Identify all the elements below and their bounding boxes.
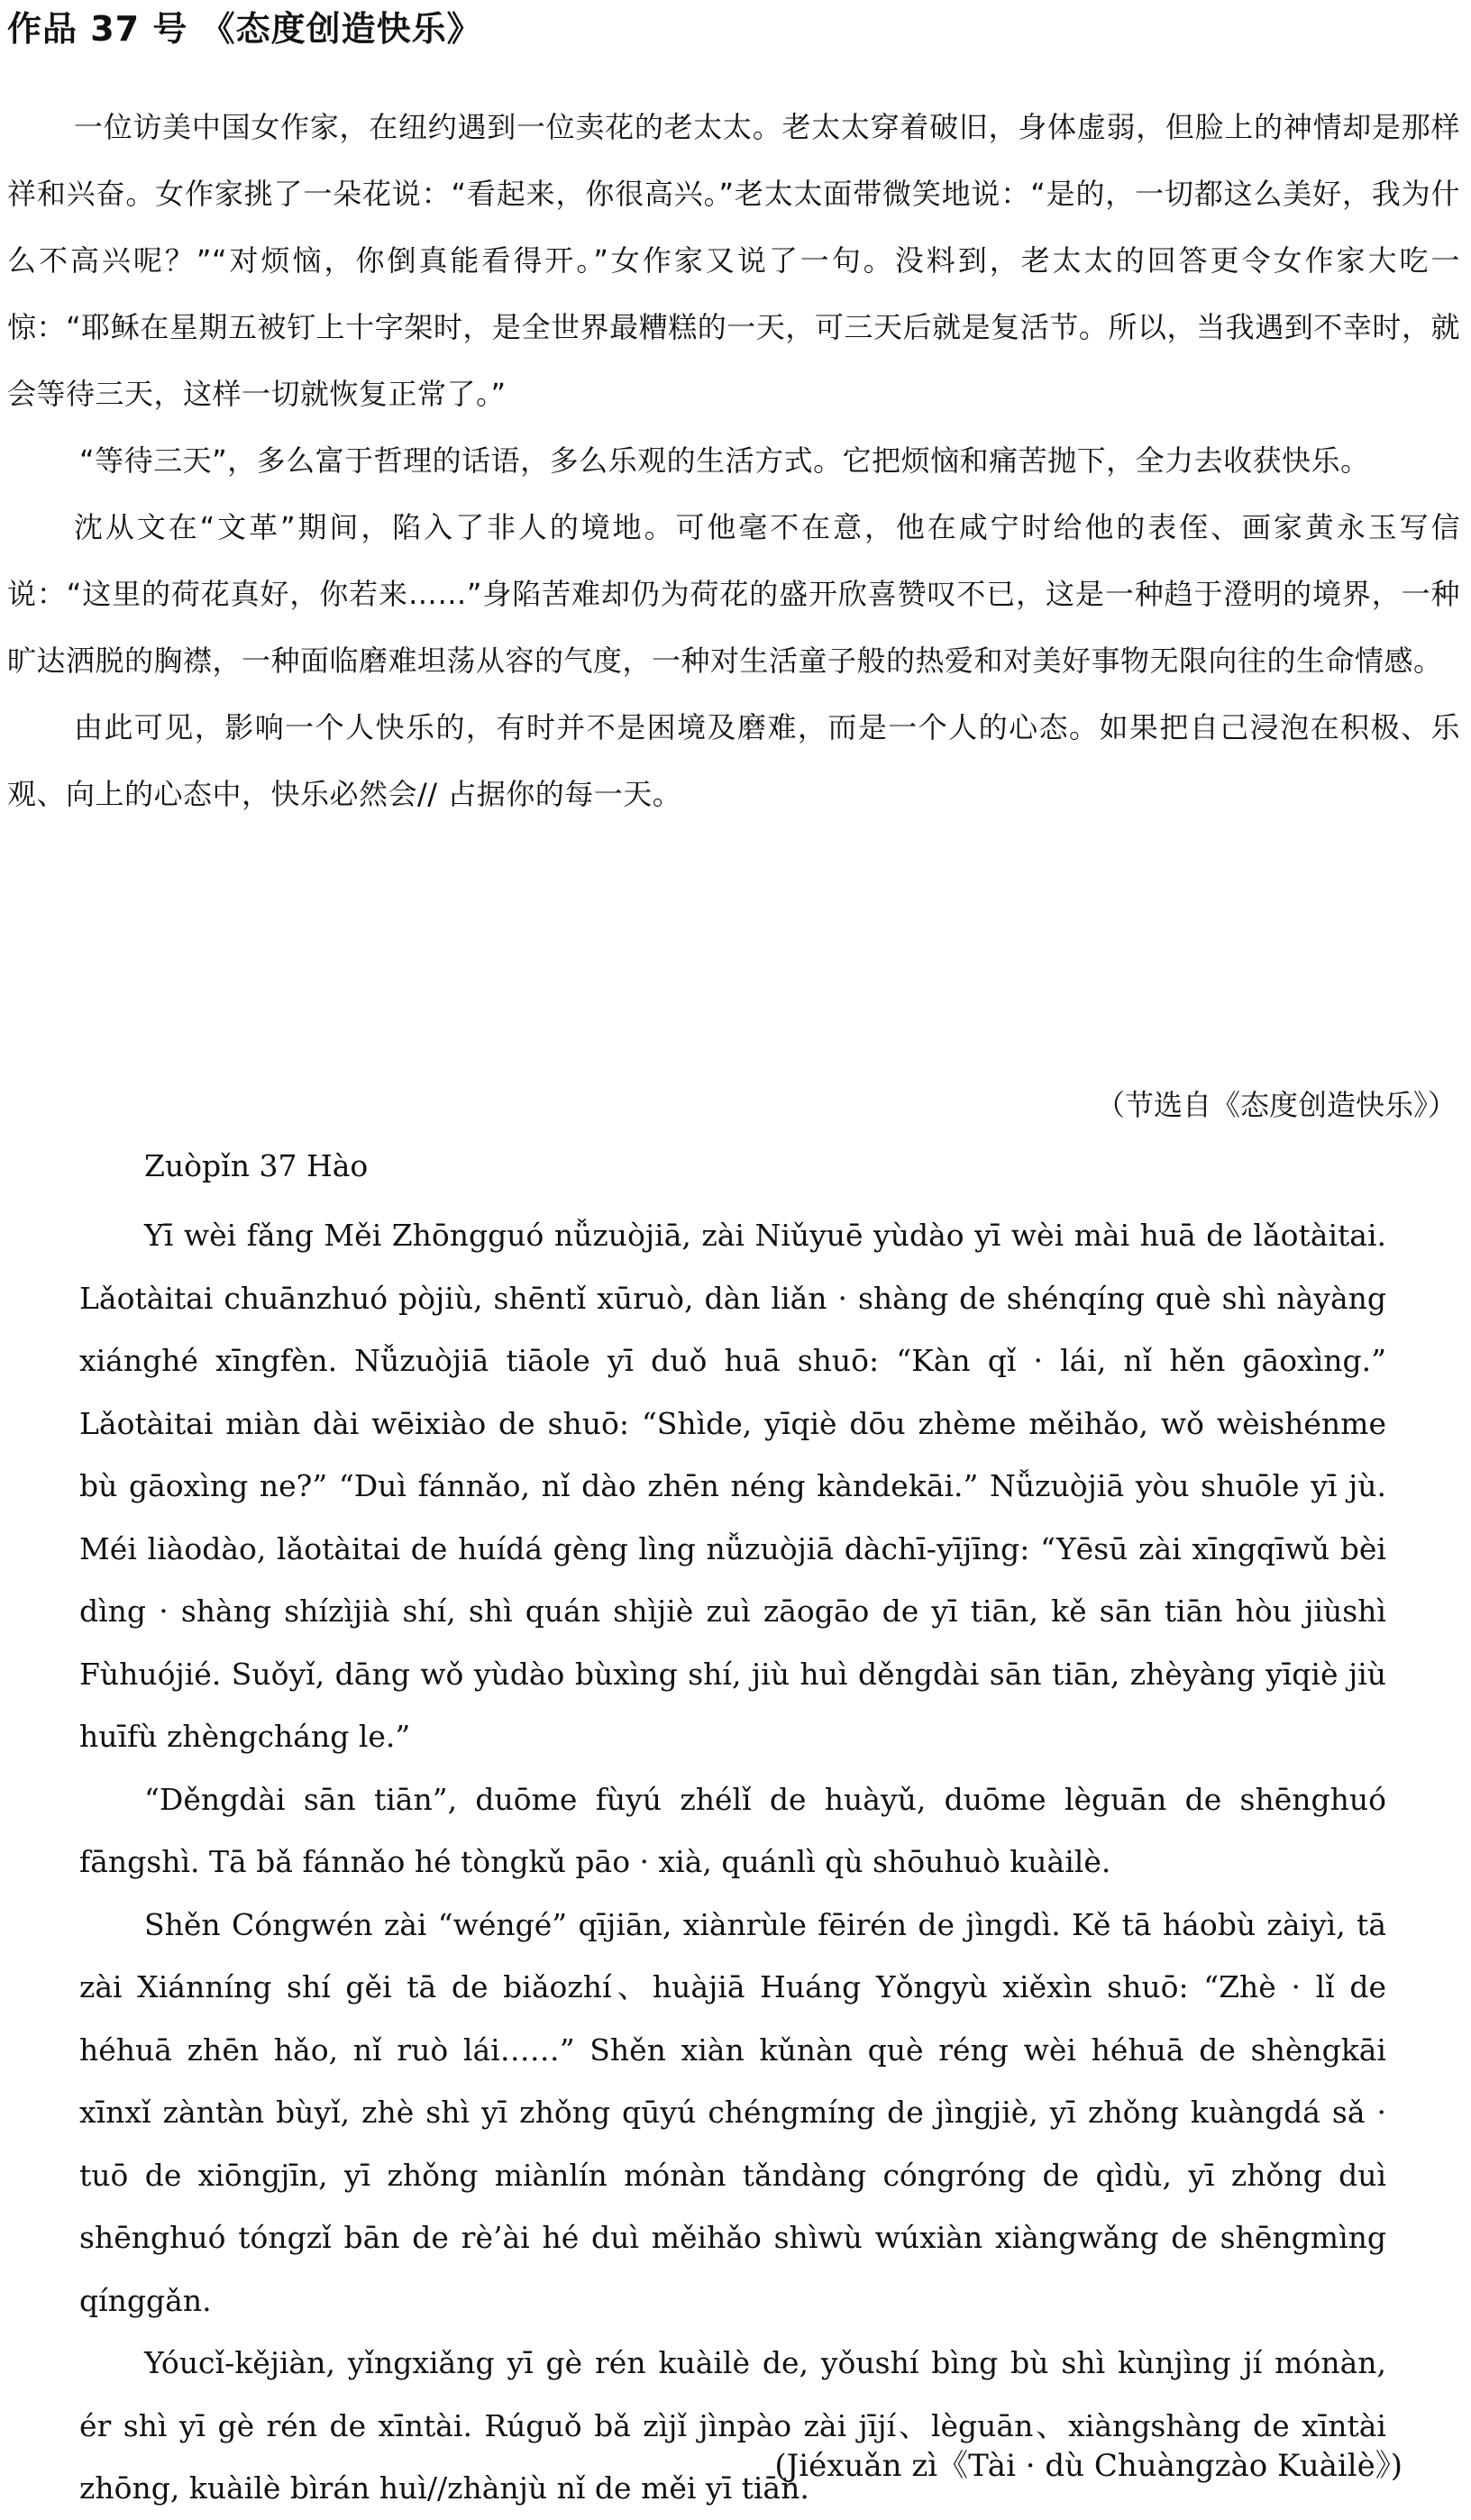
chinese-text-block: [7, 94, 1460, 827]
pinyin-paragraph-1: Yī wèi fǎng Měi Zhōngguó nǚzuòjiā, zài Niǔyuē yùdào yī wèi mài huā de lǎotàitai. Lǎotàitai chuānzhuó pòjiù, shēntǐ xūruò, dàn liǎn · shàng de shénqíng què shì nàyàng xiánghé xīngfèn. Nǚzuòjiā tiāole yī duǒ huā shuō: “Kàn qǐ · lái, nǐ hěn gāoxìng.” Lǎotàitai miàn dài wēixiào de shuō: “Shìde, yīqiè dōu zhème měihǎo, wǒ wèishénme bù gāoxìng ne?” “Duì fánnǎo, nǐ dào zhēn néng kàndekāi.” Nǚzuòjiā yòu shuōle yī jù. Méi liàodào, lǎotàitai de huídá gèng lìng nǚzuòjiā dàchī-yījīng: “Yēsū zài xīngqīwǔ bèi dìng · shàng shízìjià shí, shì quán shìjiè zuì zāogāo de yī tiān, kě sān tiān hòu jiùshì Fùhuójié. Suǒyǐ, dāng wǒ yùdào bùxìng shí, jiù huì děngdài sān tiān, zhèyàng yīqiè jiù huīfù zhèngcháng le.”: [79, 1218, 1386, 1754]
page-title: 作品 37 号 《态度创造快乐》: [7, 9, 482, 49]
chinese-paragraph-1: 一位访美中国女作家，在纽约遇到一位卖花的老太太。老太太穿着破旧，身体虚弱，但脸上的神情却是那样祥和兴奋。女作家挑了一朵花说：“看起来，你很高兴。”老太太面带微笑地说：“是的，一切都这么美好，我为什么不高兴呢？”“对烦恼，你倒真能看得开。”女作家又说了一句。没料到，老太太的回答更令女作家大吃一惊：“耶稣在星期五被钉上十字架时，是全世界最糟糕的一天，可三天后就是复活节。所以，当我遇到不幸时，就会等待三天，这样一切就恢复正常了。”: [7, 110, 1460, 411]
pinyin-paragraph-2: “Děngdài sān tiān”, duōme fùyú zhélǐ de huàyǔ, duōme lèguān de shēnghuó fāngshì. Tā bǎ fánnǎo hé tòngkǔ pāo · xià, quánlì qù shōuhuò kuàilè.: [79, 1781, 1386, 1879]
chinese-paragraph-4: 由此可见，影响一个人快乐的，有时并不是困境及磨难，而是一个人的心态。如果把自己浸泡在积极、乐观、向上的心态中，快乐必然会// 占据你的每一天。: [7, 710, 1460, 811]
chinese-source-note: （节选自《态度创造快乐》）: [1095, 1088, 1457, 1122]
chinese-paragraph-2: “等待三天”，多么富于哲理的话语，多么乐观的生活方式。它把烦恼和痛苦抛下，全力去收获快乐。: [79, 443, 1370, 478]
pinyin-title: Zuòpǐn 37 Hào: [144, 1148, 369, 1183]
pinyin-source-note: (Jiéxuǎn zì《Tài · dù Chuàngzào Kuàilè》): [774, 2448, 1402, 2484]
chinese-paragraph-3: 沈从文在“文革”期间，陷入了非人的境地。可他毫不在意，他在咸宁时给他的表侄、画家黄永玉写信说：“这里的荷花真好，你若来……”身陷苦难却仍为荷花的盛开欣喜赞叹不已，这是一种趋于澄明的境界，一种旷达洒脱的胸襟，一种面临磨难坦荡从容的气度，一种对生活童子般的热爱和对美好事物无限向往的生命情感。: [7, 510, 1460, 678]
pinyin-paragraph-3: Shěn Cóngwén zài “wéngé” qījiān, xiànrùle fēirén de jìngdì. Kě tā háobù zàiyì, tā zài Xiánníng shí gěi tā de biǎozhí、huàjiā Huáng Yǒngyù xiěxìn shuō: “Zhè · lǐ de héhuā zhēn hǎo, nǐ ruò lái……” Shěn xiàn kǔnàn què réng wèi héhuā de shèngkāi xīnxǐ zàntàn bùyǐ, zhè shì yī zhǒng qūyú chéngmíng de jìngjiè, yī zhǒng kuàngdá sǎ · tuō de xiōngjīn, yī zhǒng miànlín mónàn tǎndàng cóngróng de qìdù, yī zhǒng duì shēnghuó tóngzǐ bān de rè’ài hé duì měihǎo shìwù wúxiàn xiàngwǎng de shēngmìng qínggǎn.: [79, 1906, 1386, 2318]
pinyin-paragraph-4: Yóucǐ-kějiàn, yǐngxiǎng yī gè rén kuàilè de, yǒushí bìng bù shì kùnjìng jí mónàn, ér shì yī gè rén de xīntài. Rúguǒ bǎ zìjǐ jìnpào zài jījí、lèguān、xiàngshàng de xīntài zhōng, kuàilè bìrán huì//zhànjù nǐ de měi yī tiān.: [79, 2345, 1386, 2506]
pinyin-text-block: [79, 1204, 1386, 2520]
